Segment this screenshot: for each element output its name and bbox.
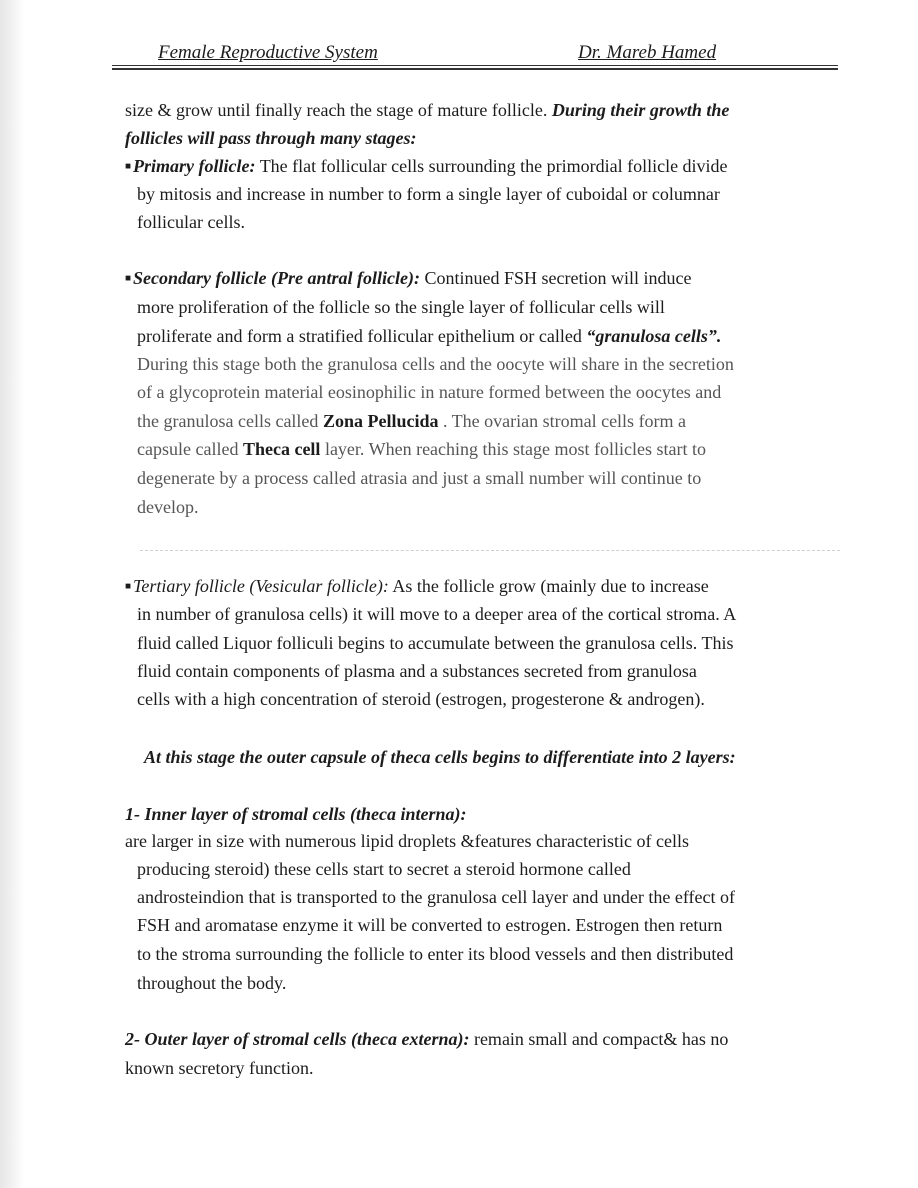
secondary-text: the granulosa cells called xyxy=(137,411,323,431)
header-author: Dr. Mareb Hamed xyxy=(578,42,717,63)
primary-term: Primary follicle: xyxy=(133,156,256,176)
secondary-line-7 xyxy=(137,437,706,461)
primary-line-2: by mitosis and increase in number to form a single layer of cuboidal or columnar xyxy=(137,184,720,204)
header-title: Female Reproductive System xyxy=(158,42,378,63)
primary-line-3: follicular cells. xyxy=(137,212,245,232)
primary-line-1 xyxy=(125,154,728,182)
inner-line-2: producing steroid) these cells start to secret a steroid hormone called xyxy=(137,859,631,879)
header-rule-thin xyxy=(112,65,838,66)
inner-line-3: androsteindion that is transported to the granulosa cell layer and under the effect of xyxy=(137,887,735,907)
secondary-text: proliferate and form a stratified follicular epithelium or called xyxy=(137,326,587,346)
bullet-icon: ■ xyxy=(125,273,132,284)
primary-text: The flat follicular cells surrounding the primordial follicle divide xyxy=(255,156,728,176)
intro-line-1 xyxy=(125,98,729,122)
stage-heading: At this stage the outer capsule of theca cells begins to differentiate into 2 layers: xyxy=(144,747,736,767)
bullet-icon: ■ xyxy=(125,581,132,592)
header-rule-thick xyxy=(112,68,838,70)
secondary-text: Continued FSH secretion will induce xyxy=(419,268,692,288)
inner-line-5: to the stroma surrounding the follicle to enter its blood vessels and then distributed xyxy=(137,944,734,964)
tertiary-line-5: cells with a high concentration of steroid (estrogen, progesterone & androgen). xyxy=(137,689,705,709)
scan-fold-line xyxy=(140,550,840,551)
secondary-text: layer. When reaching this stage most follicles start to xyxy=(320,439,707,459)
granulosa-term: “granulosa cells”. xyxy=(586,326,722,346)
outer-heading: 2- Outer layer of stromal cells (theca externa): xyxy=(125,1029,470,1049)
outer-text: remain small and compact& has no xyxy=(469,1029,729,1049)
inner-heading: 1- Inner layer of stromal cells (theca interna): xyxy=(125,804,467,824)
inner-line-4: FSH and aromatase enzyme it will be converted to estrogen. Estrogen then return xyxy=(137,915,723,935)
inner-line-1: are larger in size with numerous lipid droplets &features characteristic of cells xyxy=(125,831,689,851)
intro-text: size & grow until finally reach the stage of mature follicle. xyxy=(125,100,552,120)
tertiary-line-1 xyxy=(125,574,709,602)
secondary-text: . The ovarian stromal cells form a xyxy=(438,411,687,431)
theca-cell-term: Theca cell xyxy=(242,439,321,459)
inner-line-6: throughout the body. xyxy=(137,973,287,993)
secondary-line-4: During this stage both the granulosa cells and the oocyte will share in the secretion xyxy=(137,354,734,374)
secondary-line-8: degenerate by a process called atrasia and just a small number will continue to xyxy=(137,468,702,488)
tertiary-line-3: fluid called Liquor folliculi begins to accumulate between the granulosa cells. This xyxy=(137,633,734,653)
secondary-text: capsule called xyxy=(137,439,243,459)
scan-edge-shadow xyxy=(0,0,24,1188)
bullet-icon: ■ xyxy=(125,161,132,172)
intro-emphasis: During their growth the xyxy=(551,100,730,120)
intro-line-2: follicles will pass through many stages: xyxy=(125,128,417,148)
secondary-line-2: more proliferation of the follicle so the single layer of follicular cells will xyxy=(137,297,665,317)
secondary-line-1 xyxy=(125,266,691,294)
secondary-term: Secondary follicle (Pre antral follicle): xyxy=(133,268,420,288)
outer-line-2: known secretory function. xyxy=(125,1058,314,1078)
tertiary-line-4: fluid contain components of plasma and a substances secreted from granulosa xyxy=(137,661,697,681)
tertiary-text: As the follicle grow (mainly due to increase xyxy=(388,576,709,596)
outer-line-1 xyxy=(125,1027,728,1051)
secondary-line-6 xyxy=(137,409,686,433)
tertiary-term: Tertiary follicle (Vesicular follicle): xyxy=(133,576,389,596)
tertiary-line-2: in number of granulosa cells) it will move to a deeper area of the cortical stroma. A xyxy=(137,604,737,624)
zona-pellucida-term: Zona Pellucida xyxy=(322,411,439,431)
secondary-line-3 xyxy=(137,324,721,348)
secondary-line-5: of a glycoprotein material eosinophilic in nature formed between the oocytes and xyxy=(137,382,722,402)
secondary-line-9: develop. xyxy=(137,497,199,517)
